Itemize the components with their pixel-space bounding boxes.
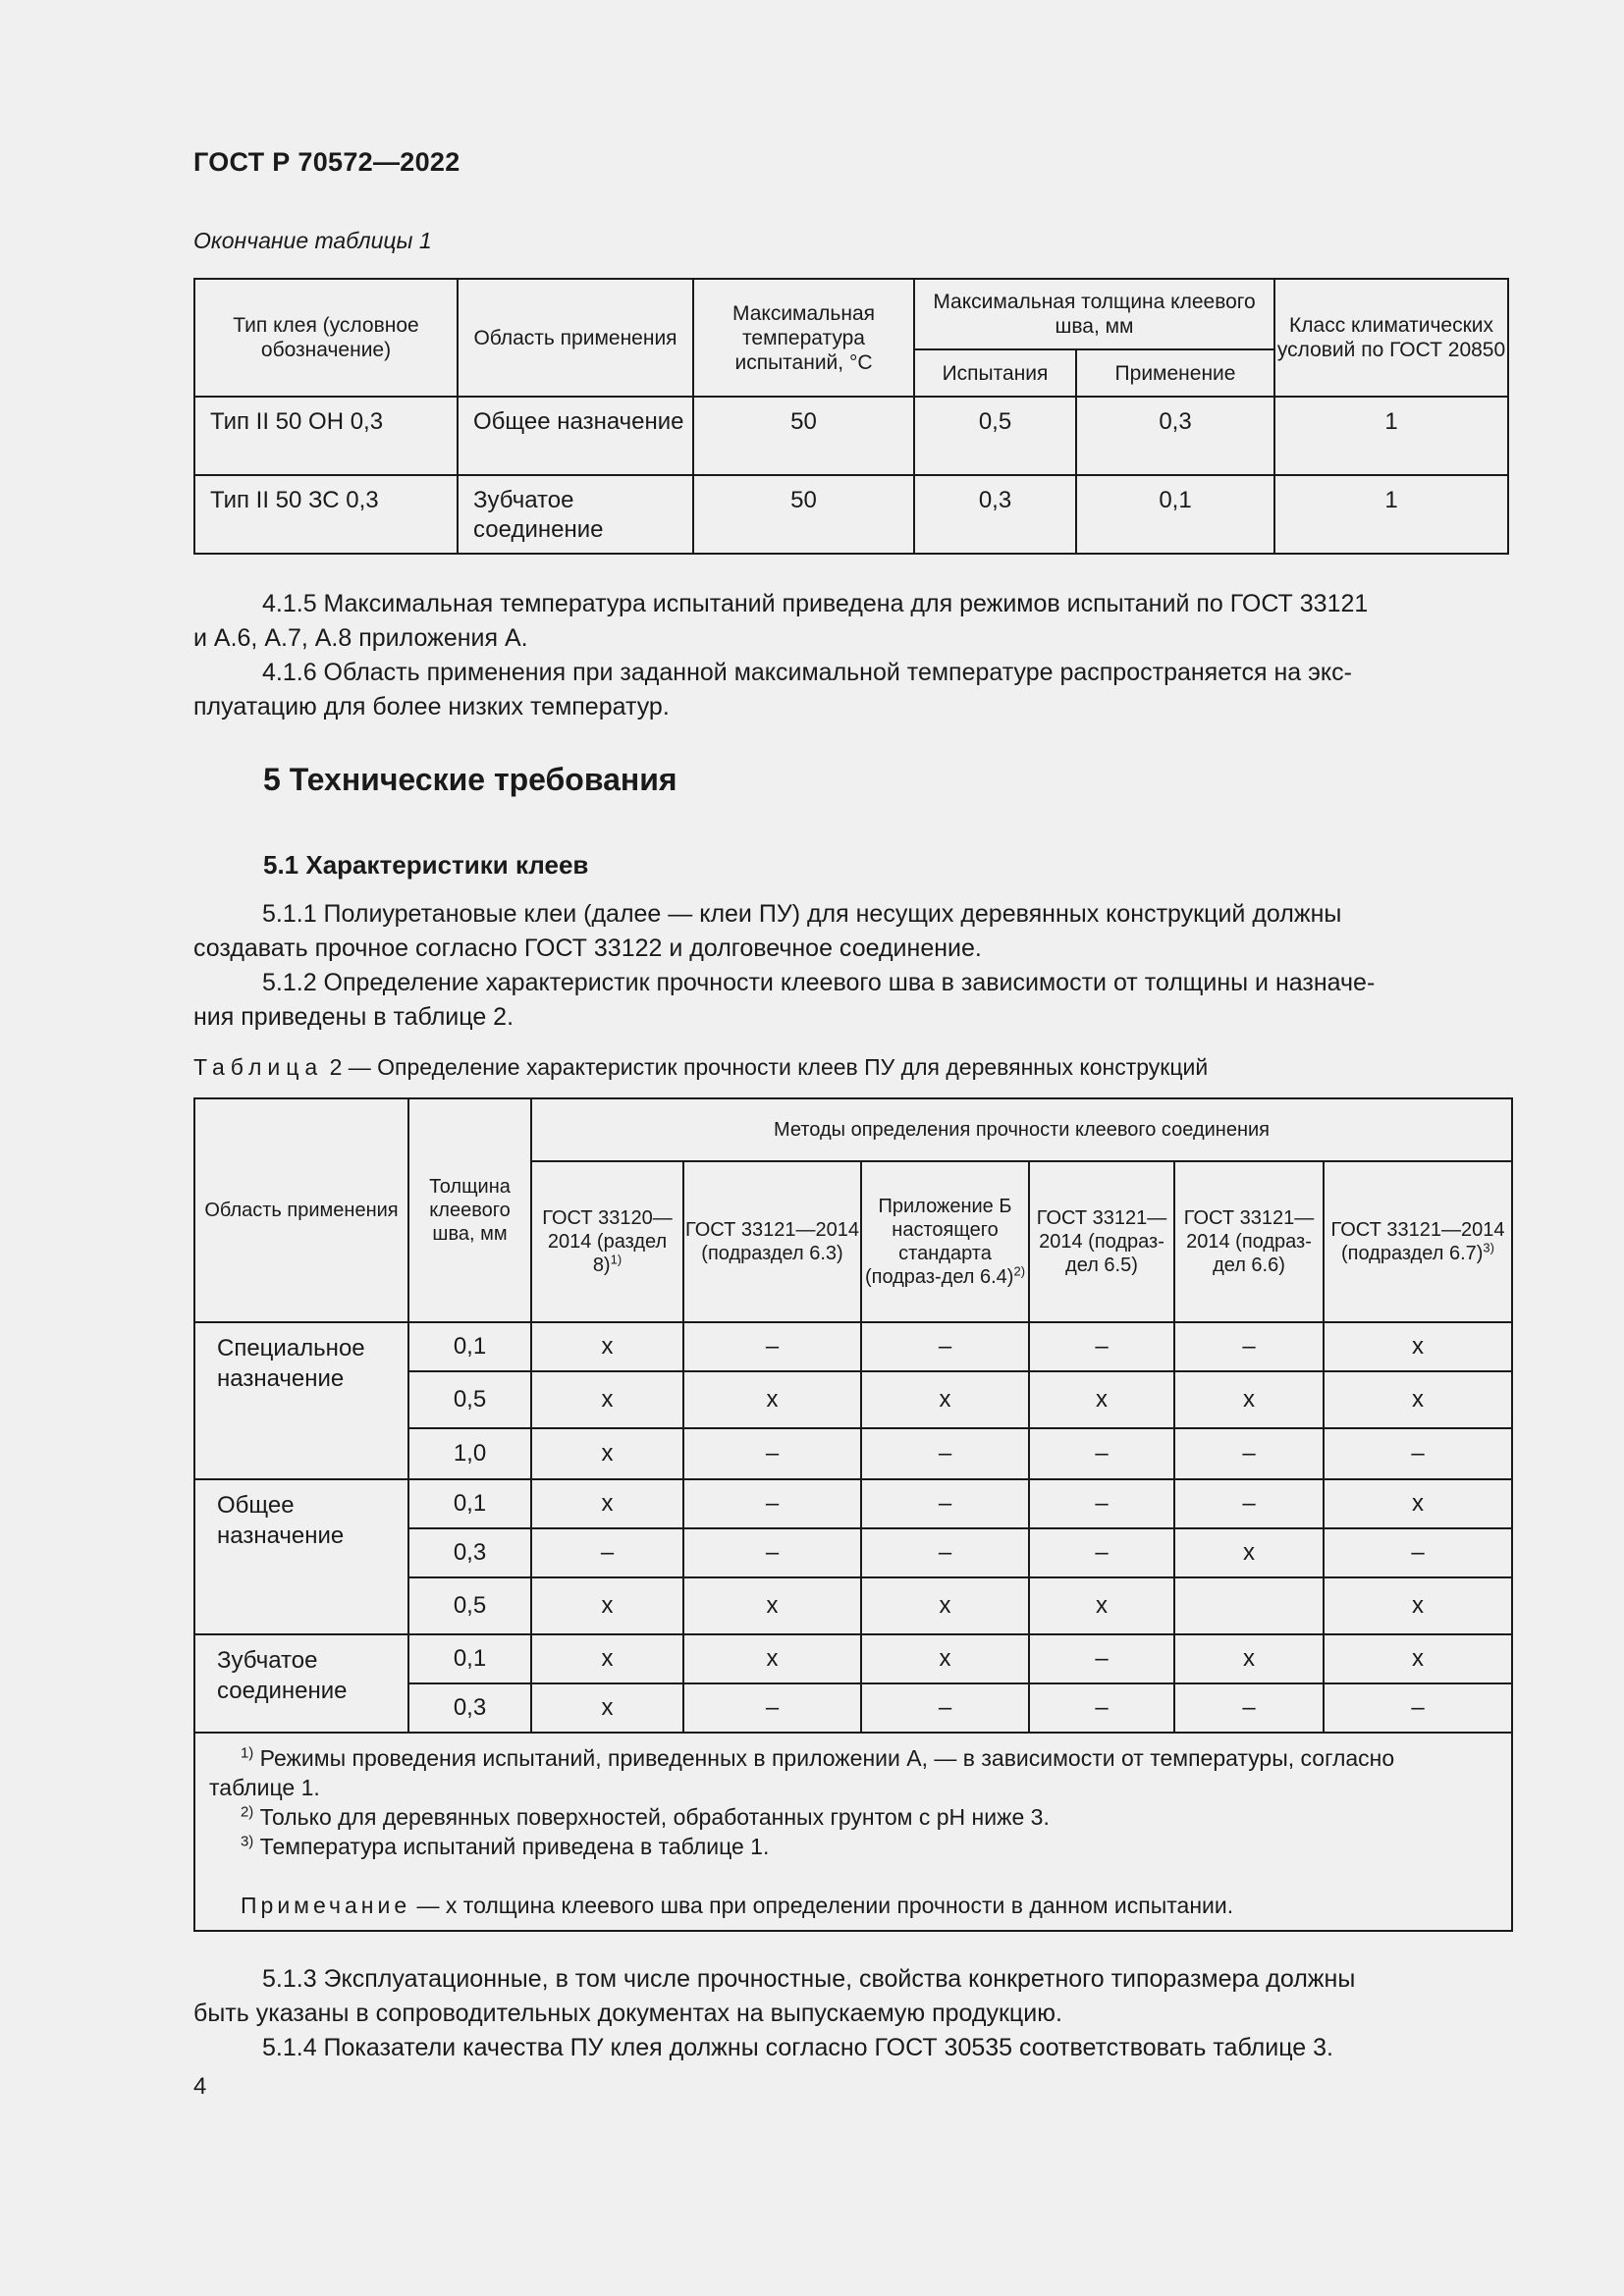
paragraph-5-1-1-2 xyxy=(193,897,1507,1035)
note-label: Примечание xyxy=(241,1893,411,1918)
table-row xyxy=(194,475,1508,554)
paragraph-line: и А.6, А.7, А.8 приложения А. xyxy=(193,624,528,652)
table2-caption-label: Таблица xyxy=(193,1054,324,1080)
table-cell: x xyxy=(1029,1577,1174,1634)
table-cell: Зубчатое соединение xyxy=(458,475,693,554)
table2-header-method-1 xyxy=(531,1161,683,1322)
footnote-2 xyxy=(209,1802,1497,1832)
table1-header-max-temp: Максимальная температура испытаний, °С xyxy=(693,279,914,397)
table-cell: 50 xyxy=(693,475,914,554)
table-cell: – xyxy=(1174,1428,1324,1479)
table-cell: x xyxy=(531,1371,683,1428)
table-cell: x xyxy=(861,1634,1029,1683)
table-cell: x xyxy=(1324,1577,1512,1634)
table-cell: x xyxy=(1029,1371,1174,1428)
paragraph-line: 5.1.3 Эксплуатационные, в том числе прочностные, свойства конкретного типоразмера должны xyxy=(262,1965,1356,1993)
table-cell: 0,3 xyxy=(408,1528,531,1577)
paragraph-5-1-3-4 xyxy=(193,1962,1507,2065)
note-text: — x толщина клеевого шва при определении прочности в данном испытании. xyxy=(410,1893,1234,1918)
table-cell: x xyxy=(683,1634,861,1683)
table-cell: 0,1 xyxy=(408,1634,531,1683)
table-cell: 1 xyxy=(1274,475,1508,554)
table-cell: x xyxy=(531,1683,683,1733)
table1-header-type: Тип клея (условное обозначение) xyxy=(194,279,458,397)
paragraph-line: быть указаны в сопроводительных документах на выпускаемую продукцию. xyxy=(193,2000,1062,2027)
table-cell: x xyxy=(531,1634,683,1683)
table1-header-max-thickness: Максимальная толщина клеевого шва, мм xyxy=(914,279,1274,349)
section-5-title: 5 Технические требования xyxy=(263,762,677,797)
paragraph-line: создавать прочное согласно ГОСТ 33122 и долговечное соединение. xyxy=(193,934,982,962)
paragraph-line: 5.1.1 Полиуретановые клеи (далее — клеи ПУ) для несущих деревянных конструкций должны xyxy=(262,900,1342,928)
footnote-1 xyxy=(209,1743,1497,1773)
table-cell: x xyxy=(1324,1322,1512,1371)
paragraph-line: плуатацию для более низких температур. xyxy=(193,693,670,721)
table-cell: 0,3 xyxy=(1076,397,1274,475)
table-cell: x xyxy=(683,1577,861,1634)
table-row xyxy=(194,397,1508,475)
method-label: ГОСТ 33121—2014 (подраздел 6.7) xyxy=(1330,1219,1505,1264)
table-cell: Общее назначение xyxy=(458,397,693,475)
table-cell: x xyxy=(1324,1479,1512,1528)
table-cell: – xyxy=(1324,1528,1512,1577)
table2-note xyxy=(209,1891,1497,1920)
method-label: ГОСТ 33120—2014 (раздел 8) xyxy=(542,1207,673,1276)
table2-header-method-3 xyxy=(861,1161,1029,1322)
subsection-5-1-title: 5.1 Характеристики клеев xyxy=(263,850,589,880)
table-cell: 1 xyxy=(1274,397,1508,475)
table-row xyxy=(194,1634,1512,1683)
table-cell: 0,5 xyxy=(408,1371,531,1428)
table-cell: 0,1 xyxy=(1076,475,1274,554)
table2-header-method-2: ГОСТ 33121—2014 (подраздел 6.3) xyxy=(683,1161,861,1322)
table-cell: 0,5 xyxy=(408,1577,531,1634)
table-cell: – xyxy=(1029,1683,1174,1733)
paragraph-line: 5.1.2 Определение характеристик прочности клеевого шва в зависимости от толщины и назначе- xyxy=(262,969,1376,996)
table-cell: – xyxy=(1324,1683,1512,1733)
table-cell: – xyxy=(1029,1479,1174,1528)
table-cell: x xyxy=(861,1577,1029,1634)
footnote-text: Температура испытаний приведена в таблице 1. xyxy=(253,1834,770,1859)
table1-header-area: Область применения xyxy=(458,279,693,397)
paragraph-4-1-5-6 xyxy=(193,587,1507,724)
table-cell: 0,1 xyxy=(408,1322,531,1371)
footnote-3 xyxy=(209,1832,1497,1861)
table-cell: – xyxy=(683,1683,861,1733)
table-cell: 0,5 xyxy=(914,397,1076,475)
table-cell: x xyxy=(1174,1634,1324,1683)
footnote-text: Только для деревянных поверхностей, обработанных грунтом с pH ниже 3. xyxy=(253,1804,1050,1830)
table-cell: – xyxy=(683,1528,861,1577)
method-label: Приложение Б настоящего стандарта (подраз-дел 6.4) xyxy=(864,1196,1014,1288)
table1-header-test: Испытания xyxy=(914,349,1076,397)
table2-header-methods: Методы определения прочности клеевого соединения xyxy=(531,1098,1512,1161)
table-cell: – xyxy=(861,1479,1029,1528)
table2-caption-text: 2 — Определение характеристик прочности клеев ПУ для деревянных конструкций xyxy=(323,1054,1209,1080)
table-cell: x xyxy=(683,1371,861,1428)
table2-header-area: Область применения xyxy=(194,1098,408,1322)
table-row xyxy=(194,1322,1512,1371)
table2-area-cell: Общее назначение xyxy=(194,1479,408,1634)
table-cell: – xyxy=(1029,1634,1174,1683)
table1-continuation-caption: Окончание таблицы 1 xyxy=(193,228,432,253)
table-cell: 1,0 xyxy=(408,1428,531,1479)
table-cell: x xyxy=(1324,1634,1512,1683)
table1-header-climate: Класс климатических условий по ГОСТ 20850 xyxy=(1274,279,1508,397)
paragraph-line: 5.1.4 Показатели качества ПУ клея должны согласно ГОСТ 30535 соответствовать таблице 3. xyxy=(262,2034,1333,2061)
table-cell: – xyxy=(683,1479,861,1528)
table-cell: x xyxy=(531,1479,683,1528)
table-cell: x xyxy=(531,1577,683,1634)
paragraph-line: 4.1.6 Область применения при заданной максимальной температуре распространяется на экс- xyxy=(262,659,1352,686)
footnote-text: Режимы проведения испытаний, приведенных в приложении А, — в зависимости от температуры, согласно xyxy=(253,1745,1395,1771)
table1-header-use: Применение xyxy=(1076,349,1274,397)
table-cell: – xyxy=(1029,1428,1174,1479)
table-cell: – xyxy=(683,1428,861,1479)
table-cell: 0,3 xyxy=(408,1683,531,1733)
table-cell: x xyxy=(531,1428,683,1479)
footnote-marker: 2) xyxy=(241,1803,254,1821)
table-cell: Тип II 50 ЗС 0,3 xyxy=(194,475,458,554)
table-cell: – xyxy=(531,1528,683,1577)
table-cell: – xyxy=(1174,1683,1324,1733)
table-cell: Тип II 50 ОН 0,3 xyxy=(194,397,458,475)
table-cell: – xyxy=(1174,1479,1324,1528)
table2-header-method-6 xyxy=(1324,1161,1512,1322)
table-cell: – xyxy=(861,1322,1029,1371)
table-cell: x xyxy=(1174,1528,1324,1577)
table-cell: – xyxy=(1029,1528,1174,1577)
table-cell: 0,1 xyxy=(408,1479,531,1528)
paragraph-line: 4.1.5 Максимальная температура испытаний приведена для режимов испытаний по ГОСТ 33121 xyxy=(262,590,1369,617)
table-cell: – xyxy=(1174,1322,1324,1371)
footnote-marker: 3) xyxy=(241,1833,254,1850)
table2-caption xyxy=(193,1054,1208,1081)
table2-footnotes xyxy=(194,1733,1512,1931)
footnote-marker: 1) xyxy=(241,1744,254,1762)
footnote-ref: 3) xyxy=(1483,1240,1494,1255)
table-cell: 50 xyxy=(693,397,914,475)
table-cell: x xyxy=(1174,1371,1324,1428)
footnote-ref: 2) xyxy=(1013,1263,1026,1279)
table-cell: x xyxy=(861,1371,1029,1428)
table2-area-cell: Специальное назначение xyxy=(194,1322,408,1479)
table-cell: – xyxy=(1029,1322,1174,1371)
table-cell: x xyxy=(531,1322,683,1371)
footnote-1-continuation: таблице 1. xyxy=(209,1775,320,1800)
table2 xyxy=(193,1097,1513,1932)
table-cell: – xyxy=(861,1683,1029,1733)
table-cell: – xyxy=(861,1428,1029,1479)
paragraph-line: ния приведены в таблице 2. xyxy=(193,1003,514,1031)
table-cell: 0,3 xyxy=(914,475,1076,554)
table2-header-thickness: Толщина клеевого шва, мм xyxy=(408,1098,531,1322)
table-row xyxy=(194,1479,1512,1528)
page-number: 4 xyxy=(193,2073,207,2100)
table-cell xyxy=(1174,1577,1324,1634)
table-cell: – xyxy=(861,1528,1029,1577)
table2-area-cell: Зубчатое соединение xyxy=(194,1634,408,1733)
table-cell: – xyxy=(683,1322,861,1371)
table-cell: – xyxy=(1324,1428,1512,1479)
table2-header-method-5: ГОСТ 33121—2014 (подраз-дел 6.6) xyxy=(1174,1161,1324,1322)
footnote-ref: 1) xyxy=(610,1252,623,1267)
document-code-header: ГОСТ Р 70572—2022 xyxy=(193,147,460,177)
table-cell: x xyxy=(1324,1371,1512,1428)
table1 xyxy=(193,278,1509,555)
table2-header-method-4: ГОСТ 33121—2014 (подраз-дел 6.5) xyxy=(1029,1161,1174,1322)
